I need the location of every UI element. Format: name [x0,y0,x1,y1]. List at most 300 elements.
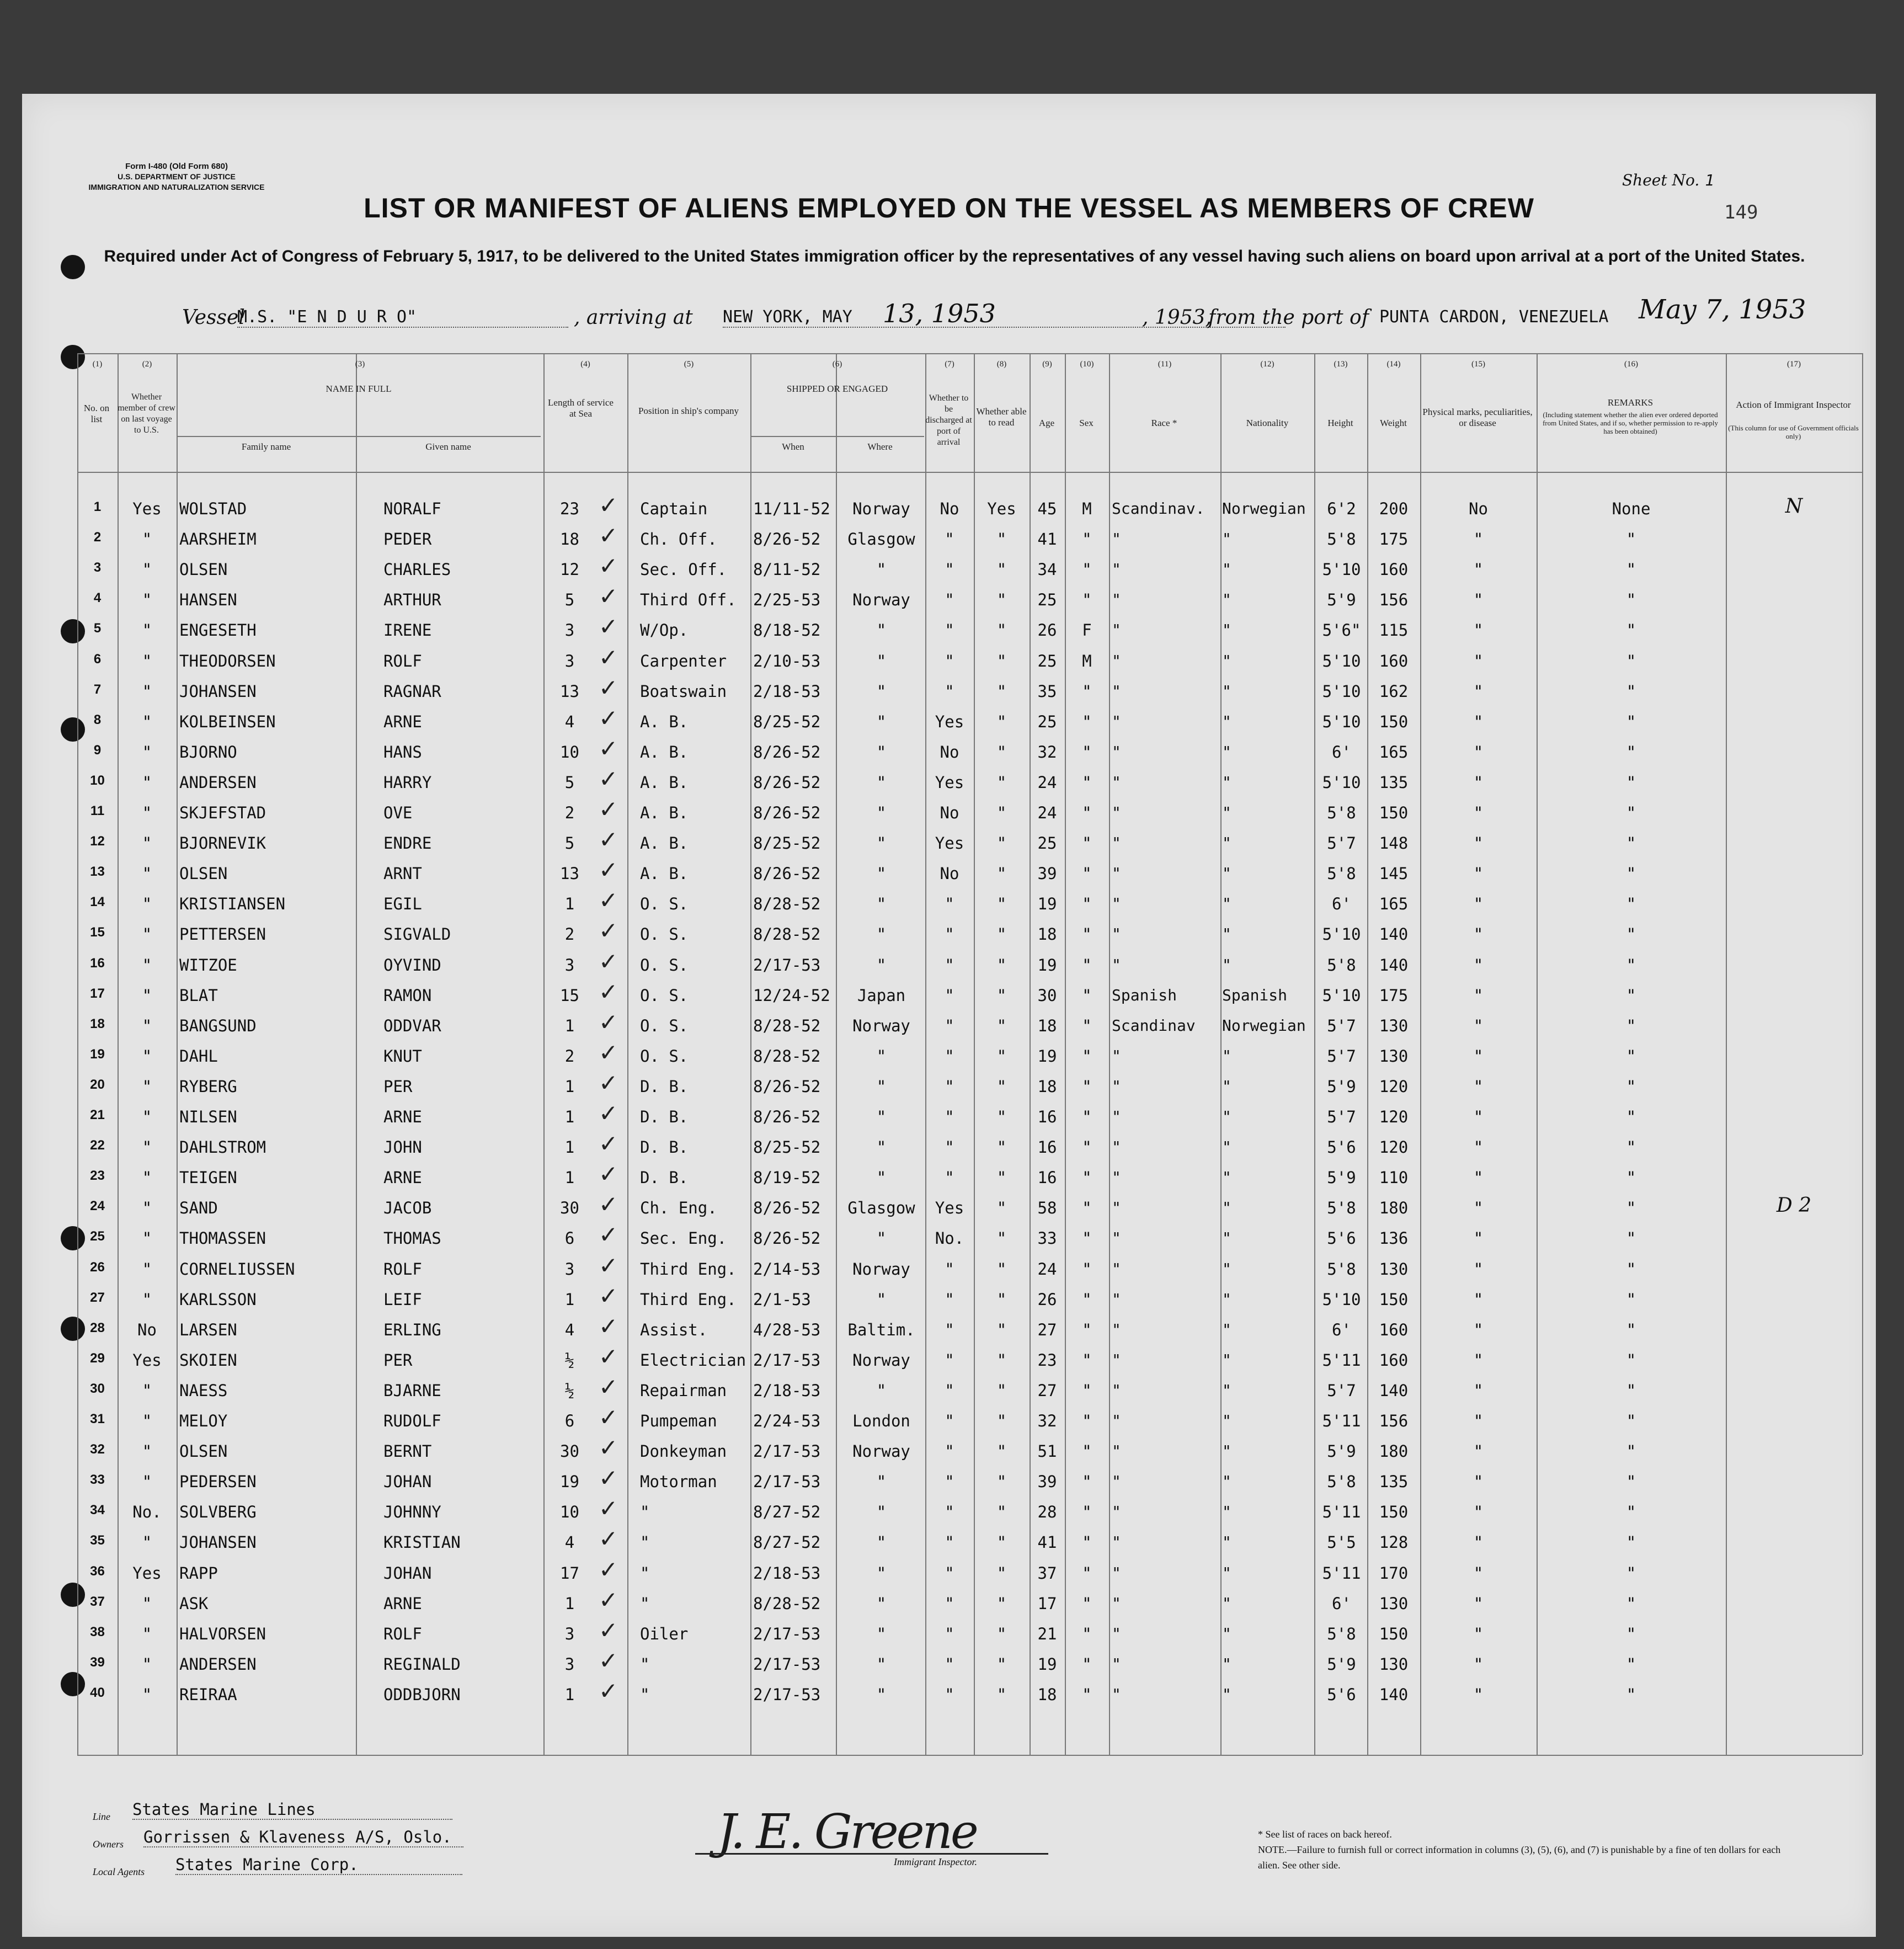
family-name-cell: DAHLSTROM [179,1138,266,1157]
check-mark-icon: ✓ [599,826,618,853]
col-header-inspector-action: Action of Immigrant Inspector [1736,400,1851,410]
family-name-cell: PETTERSEN [179,925,266,944]
remarks-cell: " [1626,956,1636,974]
previous-voyage-cell: " [142,986,152,1005]
previous-voyage-cell: " [142,834,152,853]
shipped-when-cell: 8/26-52 [753,1229,821,1248]
remarks-cell: " [1626,1412,1636,1430]
shipped-when-cell: 8/26-52 [753,803,821,822]
race-cell: " [1112,1625,1121,1643]
length-of-service-cell: 1 [564,1077,575,1096]
family-name-cell: WITZOE [179,956,237,974]
column-number: (13) [1334,360,1348,369]
check-mark-icon: ✓ [599,887,618,914]
previous-voyage-cell: " [142,1168,152,1187]
height-cell: 5'6 [1327,1685,1356,1704]
race-cell: " [1112,864,1121,882]
given-name-cell: JOHAN [383,1564,432,1583]
physical-marks-cell: " [1473,1260,1484,1279]
previous-voyage-cell: " [142,1260,152,1279]
length-of-service-cell: 5 [564,590,575,609]
discharged-cell: No [940,864,959,883]
discharged-cell: " [945,590,954,609]
shipped-when-cell: 2/17-53 [753,1685,821,1704]
remarks-cell: " [1626,773,1636,792]
family-name-cell: OLSEN [179,864,228,883]
position-cell: Repairman [640,1381,727,1400]
weight-cell: 160 [1379,1351,1409,1370]
nationality-cell: " [1222,1655,1231,1673]
physical-marks-cell: " [1473,712,1484,731]
age-cell: 28 [1037,1503,1057,1521]
length-of-service-cell: 30 [560,1199,579,1217]
check-mark-icon: ✓ [599,674,618,701]
physical-marks-cell: No [1469,499,1488,518]
family-name-cell: NAESS [179,1381,228,1400]
discharged-cell: Yes [935,1199,964,1217]
shipped-when-cell: 2/24-53 [753,1412,821,1430]
column-divider [356,353,357,1755]
remarks-cell: " [1626,1655,1636,1674]
discharged-cell: " [945,1625,954,1643]
given-name-cell: RAMON [383,986,432,1005]
discharged-cell: " [945,1047,954,1066]
remarks-cell: " [1626,834,1636,853]
physical-marks-cell: " [1473,621,1484,640]
shipped-where-cell: " [876,712,887,731]
position-cell: O. S. [640,1016,689,1035]
check-mark-icon: ✓ [599,1678,618,1705]
position-cell: Ch. Eng. [640,1199,717,1217]
remarks-cell: " [1626,1199,1636,1217]
race-cell: " [1112,1138,1121,1156]
remarks-cell: " [1626,1260,1636,1279]
sex-cell: " [1082,1199,1092,1217]
able-to-read-cell: Yes [987,499,1016,518]
shipped-when-cell: 8/27-52 [753,1503,821,1521]
given-name-cell: ERLING [383,1320,441,1339]
column-number: (5) [684,360,694,369]
able-to-read-cell: " [996,1077,1007,1096]
height-cell: 5'10 [1322,773,1361,792]
sex-cell: " [1082,956,1092,974]
family-name-cell: SKOIEN [179,1351,237,1370]
remarks-cell: " [1626,1168,1636,1187]
able-to-read-cell: " [996,1564,1007,1583]
length-of-service-cell: 3 [564,1625,575,1643]
shipped-when-cell: 11/11-52 [753,499,830,518]
height-cell: 6' [1332,743,1351,762]
row-number-cell: 4 [93,590,102,605]
discharged-cell: Yes [935,773,964,792]
penalty-note: NOTE.—Failure to furnish full or correct information in columns (3), (5), (6), and (7) is punishable by a fine of ten dollars for each alien. See other side. [1258,1844,1781,1871]
previous-voyage-cell: " [142,1047,152,1066]
physical-marks-cell: " [1473,864,1484,883]
weight-cell: 140 [1379,1381,1409,1400]
nationality-cell: " [1222,530,1231,548]
family-name-cell: ANDERSEN [179,773,257,792]
family-name-cell: KRISTIANSEN [179,894,286,913]
row-number-cell: 25 [90,1229,105,1244]
position-cell: Sec. Eng. [640,1229,727,1248]
departure-port: PUNTA CARDON, VENEZUELA [1379,307,1609,327]
family-name-cell: RAPP [179,1564,218,1583]
remarks-cell: " [1626,1138,1636,1157]
previous-voyage-cell: " [142,956,152,974]
race-cell: " [1112,956,1121,974]
nationality-cell: " [1222,1564,1231,1582]
age-cell: 19 [1037,956,1057,974]
height-cell: 5'10 [1322,560,1361,579]
weight-cell: 130 [1379,1655,1409,1674]
row-number-cell: 15 [90,925,105,940]
family-name-cell: HALVORSEN [179,1625,266,1643]
given-name-cell: THOMAS [383,1229,441,1248]
sex-cell: M [1082,652,1092,670]
able-to-read-cell: " [996,1655,1007,1674]
row-divider [77,353,1862,354]
check-mark-icon: ✓ [599,948,618,975]
able-to-read-cell: " [996,773,1007,792]
able-to-read-cell: " [996,1472,1007,1491]
col-header-position: Position in ship's company [638,406,739,416]
check-mark-icon: ✓ [599,1282,618,1309]
nationality-cell: " [1222,803,1231,822]
race-cell: Scandinav [1112,1016,1196,1035]
given-name-cell: JOHN [383,1138,422,1157]
physical-marks-cell: " [1473,682,1484,701]
family-name-cell: ASK [179,1594,209,1613]
length-of-service-cell: 4 [564,1533,575,1552]
previous-voyage-cell: " [142,1381,152,1400]
height-cell: 6' [1332,1594,1351,1613]
weight-cell: 160 [1379,652,1409,670]
shipped-where-cell: " [876,1503,887,1521]
race-cell: " [1112,1351,1121,1369]
check-mark-icon: ✓ [599,1039,618,1066]
position-cell: Oiler [640,1625,689,1643]
col-header-given-name: Given name [425,441,471,452]
able-to-read-cell: " [996,1412,1007,1430]
physical-marks-cell: " [1473,1199,1484,1217]
sex-cell: " [1082,1320,1092,1339]
check-mark-icon: ✓ [599,613,618,640]
row-divider [77,1755,1862,1756]
discharged-cell: Yes [935,712,964,731]
able-to-read-cell: " [996,864,1007,883]
weight-cell: 165 [1379,894,1409,913]
able-to-read-cell: " [996,530,1007,549]
previous-voyage-cell: " [142,712,152,731]
row-number-cell: 35 [90,1533,105,1548]
remarks-cell: " [1626,894,1636,913]
shipped-where-cell: " [876,803,887,822]
discharged-cell: " [945,1412,954,1430]
check-mark-icon: ✓ [599,522,618,549]
height-cell: 5'7 [1327,834,1356,853]
physical-marks-cell: " [1473,1625,1484,1643]
col-header-remarks-note: (Including statement whether the alien ever ordered deported from United States, and if so, whether permission to re-apply has been obtained) [1542,411,1719,435]
previous-voyage-cell: No [137,1320,157,1339]
shipped-when-cell: 8/26-52 [753,864,821,883]
shipped-where-cell: " [876,1047,887,1066]
height-cell: 5'8 [1327,803,1356,822]
col-header-name: NAME IN FULL [326,384,392,394]
given-name-cell: ARNE [383,1107,422,1126]
sex-cell: " [1082,682,1092,701]
row-number-cell: 30 [90,1381,105,1396]
age-cell: 39 [1037,864,1057,883]
given-name-cell: KRISTIAN [383,1533,461,1552]
position-cell: D. B. [640,1077,689,1096]
race-cell: " [1112,773,1121,791]
physical-marks-cell: " [1473,1229,1484,1248]
race-cell: " [1112,1594,1121,1612]
column-number: (17) [1787,360,1801,369]
age-cell: 19 [1037,1655,1057,1674]
length-of-service-cell: 12 [560,560,579,579]
shipped-where-cell: " [876,1381,887,1400]
given-name-cell: KNUT [383,1047,422,1066]
weight-cell: 145 [1379,864,1409,883]
length-of-service-cell: 10 [560,1503,579,1521]
able-to-read-cell: " [996,894,1007,913]
check-mark-icon: ✓ [599,1191,618,1218]
check-mark-icon: ✓ [599,765,618,792]
physical-marks-cell: " [1473,1168,1484,1187]
shipped-when-cell: 2/17-53 [753,1625,821,1643]
length-of-service-cell: 4 [564,1320,575,1339]
remarks-cell: " [1626,925,1636,944]
weight-cell: 140 [1379,956,1409,974]
shipped-where-cell: " [876,1472,887,1491]
check-mark-icon: ✓ [599,1434,618,1461]
sex-cell: " [1082,1472,1092,1491]
remarks-cell: " [1626,1107,1636,1126]
nationality-cell: " [1222,1290,1231,1308]
age-cell: 18 [1037,1016,1057,1035]
given-name-cell: JOHNNY [383,1503,441,1521]
family-name-cell: REIRAA [179,1685,237,1704]
family-name-cell: ANDERSEN [179,1655,257,1674]
nationality-cell: " [1222,1381,1231,1399]
check-mark-icon: ✓ [599,1465,618,1492]
sex-cell: " [1082,1229,1092,1248]
position-cell: D. B. [640,1138,689,1157]
nationality-cell: Norwegian [1222,499,1306,518]
shipped-where-cell: " [876,652,887,670]
arrival-port: NEW YORK, MAY [723,307,1286,328]
discharged-cell: No [940,803,959,822]
previous-voyage-cell: " [142,530,152,549]
sex-cell: F [1082,621,1092,640]
weight-cell: 120 [1379,1107,1409,1126]
height-cell: 6' [1332,1320,1351,1339]
previous-voyage-cell: " [142,864,152,883]
race-cell: Scandinav. [1112,499,1205,518]
able-to-read-cell: " [996,590,1007,609]
shipped-when-cell: 8/28-52 [753,1594,821,1613]
shipped-when-cell: 8/18-52 [753,621,821,640]
page-title: LIST OR MANIFEST OF ALIENS EMPLOYED ON THE VESSEL AS MEMBERS OF CREW [364,193,1534,223]
able-to-read-cell: " [996,1199,1007,1217]
position-cell: A. B. [640,803,689,822]
position-cell: O. S. [640,986,689,1005]
previous-voyage-cell: " [142,652,152,670]
discharged-cell: " [945,1290,954,1309]
position-cell: D. B. [640,1107,689,1126]
col-header-remarks: REMARKS [1607,397,1654,408]
weight-cell: 200 [1379,499,1409,518]
sex-cell: " [1082,834,1092,853]
column-number: (10) [1080,360,1094,369]
race-cell: " [1112,1229,1121,1247]
physical-marks-cell: " [1473,1472,1484,1491]
race-cell: " [1112,530,1121,548]
previous-voyage-cell: " [142,1533,152,1552]
nationality-cell: " [1222,834,1231,852]
race-cell: " [1112,1503,1121,1521]
row-number-cell: 19 [90,1047,105,1062]
remarks-cell: " [1626,1381,1636,1400]
given-name-cell: IRENE [383,621,432,640]
shipped-where-cell: London [852,1412,910,1430]
height-cell: 5'6 [1327,1138,1356,1157]
position-cell: A. B. [640,773,689,792]
given-name-cell: ROLF [383,1625,422,1643]
physical-marks-cell: " [1473,803,1484,822]
check-mark-icon: ✓ [599,1404,618,1431]
check-mark-icon: ✓ [599,1009,618,1036]
nationality-cell: " [1222,621,1231,639]
row-number-cell: 12 [90,834,105,849]
column-number: (9) [1042,360,1052,369]
shipped-where-cell: " [876,834,887,853]
sex-cell: " [1082,864,1092,883]
sex-cell: " [1082,1655,1092,1674]
nationality-cell: " [1222,864,1231,882]
shipped-where-cell: " [876,1138,887,1157]
length-of-service-cell: 5 [564,834,575,853]
check-mark-icon: ✓ [599,735,618,762]
previous-voyage-cell: " [142,1655,152,1674]
column-number: (6) [832,360,842,369]
length-of-service-cell: ½ [564,1351,575,1370]
family-name-cell: JOHANSEN [179,682,257,701]
weight-cell: 156 [1379,1412,1409,1430]
row-number-cell: 8 [93,712,102,727]
family-name-cell: PEDERSEN [179,1472,257,1491]
given-name-cell: PEDER [383,530,432,549]
row-number-cell: 34 [90,1503,105,1517]
row-number-cell: 32 [90,1442,105,1457]
remarks-cell: " [1626,1290,1636,1309]
given-name-cell: OYVIND [383,956,441,974]
able-to-read-cell: " [996,803,1007,822]
physical-marks-cell: " [1473,1594,1484,1613]
height-cell: 5'9 [1327,1077,1356,1096]
remarks-cell: " [1626,1077,1636,1096]
nationality-cell: " [1222,1229,1231,1247]
discharged-cell: " [945,1320,954,1339]
discharged-cell: " [945,652,954,670]
physical-marks-cell: " [1473,1351,1484,1370]
discharged-cell: " [945,1260,954,1279]
race-cell: " [1112,1320,1121,1339]
given-name-cell: CHARLES [383,560,451,579]
races-note: * See list of races on back hereof. [1258,1829,1392,1840]
weight-cell: 120 [1379,1138,1409,1157]
shipped-where-cell: " [876,1107,887,1126]
arriving-label: , arriving at [574,306,693,329]
column-number: (12) [1260,360,1274,369]
discharged-cell: Yes [935,834,964,853]
given-name-cell: PER [383,1077,413,1096]
race-cell: " [1112,1199,1121,1217]
sex-cell: " [1082,1412,1092,1430]
family-name-cell: LARSEN [179,1320,237,1339]
weight-cell: 170 [1379,1564,1409,1583]
remarks-cell: " [1626,1564,1636,1583]
col-header-shipped: SHIPPED OR ENGAGED [786,384,888,394]
position-cell: W/Op. [640,621,689,640]
position-cell: D. B. [640,1168,689,1187]
age-cell: 16 [1037,1107,1057,1126]
age-cell: 39 [1037,1472,1057,1491]
agents-label: Local Agents [93,1866,145,1877]
remarks-cell: " [1626,986,1636,1005]
sheet-value: 1 [1705,171,1715,189]
inspector-signature: J. E. Greene [717,1804,977,1860]
column-divider [750,353,751,1755]
previous-voyage-cell: " [142,773,152,792]
age-cell: 32 [1037,743,1057,762]
nationality-cell: " [1222,1533,1231,1551]
height-cell: 5'9 [1327,1655,1356,1674]
length-of-service-cell: 1 [564,1138,575,1157]
sex-cell: " [1082,1594,1092,1613]
weight-cell: 175 [1379,986,1409,1005]
col-header-inspector-note: (This column for use of Government officials only) [1728,424,1859,440]
age-cell: 17 [1037,1594,1057,1613]
check-mark-icon: ✓ [599,1313,618,1340]
previous-voyage-cell: " [142,1472,152,1491]
able-to-read-cell: " [996,1138,1007,1157]
nationality-cell: " [1222,712,1231,731]
able-to-read-cell: " [996,1594,1007,1613]
sex-cell: " [1082,1685,1092,1704]
position-cell: A. B. [640,834,689,853]
previous-voyage-cell: " [142,743,152,762]
remarks-cell: " [1626,682,1636,701]
remarks-cell: " [1626,1503,1636,1521]
family-name-cell: CORNELIUSSEN [179,1260,295,1279]
row-number-cell: 13 [90,864,105,879]
col-header-where: Where [867,441,893,452]
weight-cell: 165 [1379,743,1409,762]
weight-cell: 150 [1379,1503,1409,1521]
check-mark-icon: ✓ [599,1556,618,1583]
weight-cell: 135 [1379,1472,1409,1491]
weight-cell: 160 [1379,1320,1409,1339]
shipped-when-cell: 2/1-53 [753,1290,811,1309]
check-mark-icon: ✓ [599,1617,618,1644]
previous-voyage-cell: " [142,1016,152,1035]
nationality-cell: " [1222,682,1231,700]
given-name-cell: ARNE [383,712,422,731]
line-label: Line [93,1811,111,1822]
length-of-service-cell: 1 [564,894,575,913]
